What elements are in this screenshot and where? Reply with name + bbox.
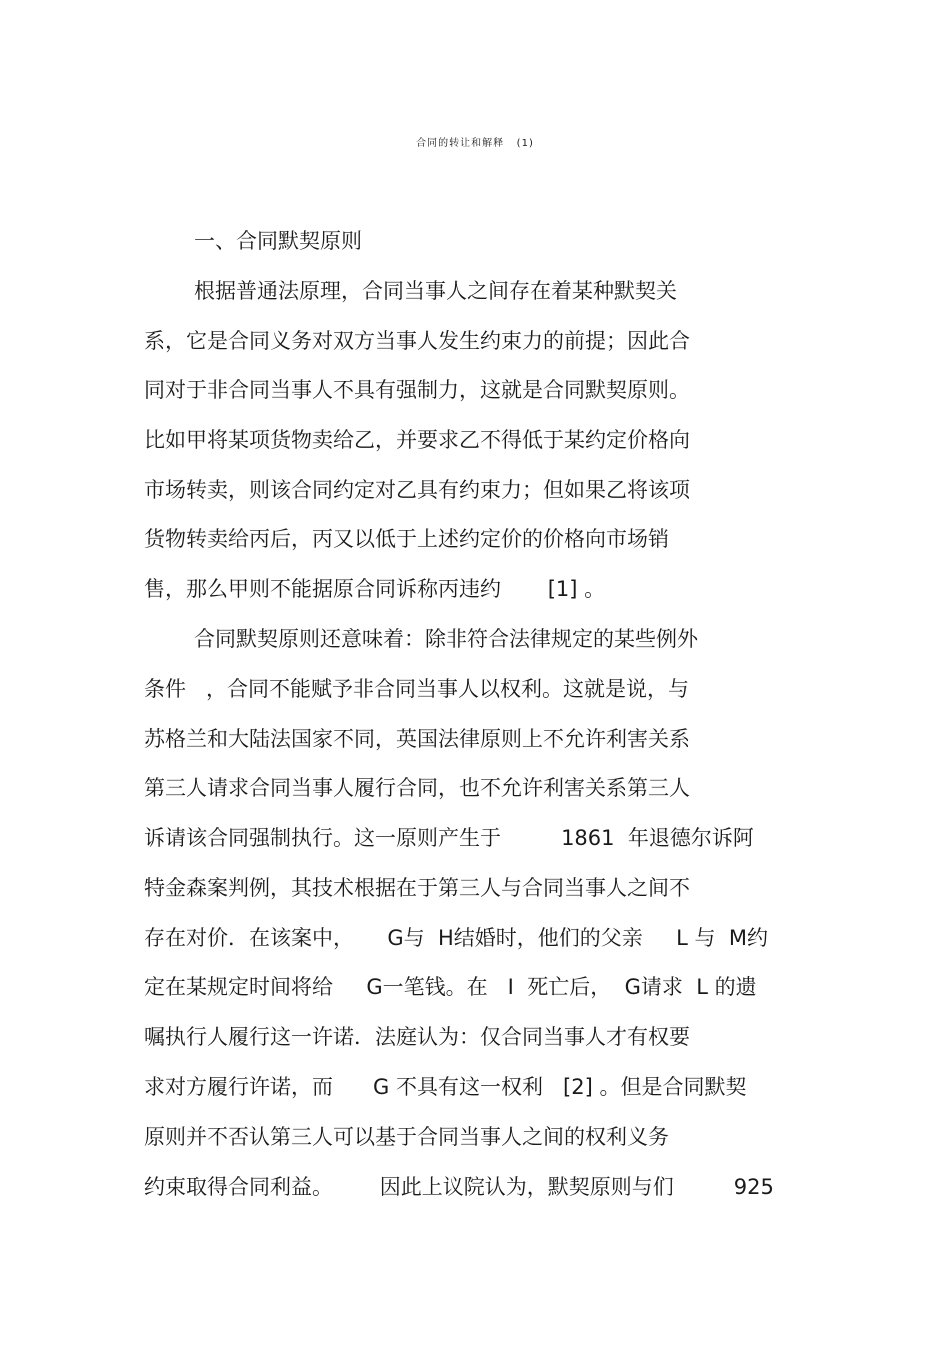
paragraph-line: 货物转卖给丙后，丙又以低于上述约定价的价格向市场销: [144, 527, 669, 551]
paragraph-line: 售，那么甲则不能据原合同诉称丙违约 [1] 。: [144, 577, 606, 601]
paragraph-line: 约束取得合同利益。 因此上议院认为，默契原则与们 925: [144, 1175, 774, 1199]
paragraph-line: 系，它是合同义务对双方当事人发生约束力的前提；因此合: [144, 329, 690, 353]
paragraph-line: 原则并不否认第三人可以基于合同当事人之间的权利义务: [144, 1125, 669, 1149]
paragraph-line: 嘱执行人履行这一许诺．法庭认为：仅合同当事人才有权要: [144, 1025, 690, 1049]
paragraph-line: 条件 ，合同不能赋予非合同当事人以权利。这就是说，与: [144, 677, 690, 701]
section-heading: 一、合同默契原则: [194, 229, 362, 253]
paragraph-line: 存在对价．在该案中， G与 H结婚时，他们的父亲 L 与 M约: [144, 926, 769, 950]
document-title: 合同的转让和解释 (1): [416, 138, 534, 149]
paragraph-line: 诉请该合同强制执行。这一原则产生于 1861 年退德尔诉阿: [144, 826, 754, 850]
paragraph-line: 第三人请求合同当事人履行合同，也不允许利害关系第三人: [144, 776, 690, 800]
paragraph-line: 合同默契原则还意味着：除非符合法律规定的某些例外: [194, 627, 698, 651]
paragraph-line: 根据普通法原理，合同当事人之间存在着某种默契关: [194, 279, 677, 303]
paragraph-line: 苏格兰和大陆法国家不同，英国法律原则上不允许利害关系: [144, 727, 690, 751]
paragraph-line: 定在某规定时间将给 G一笔钱。在 I 死亡后， G请求 L 的遗: [144, 975, 757, 999]
paragraph-line: 比如甲将某项货物卖给乙，并要求乙不得低于某约定价格向: [144, 428, 690, 452]
paragraph-line: 同对于非合同当事人不具有强制力，这就是合同默契原则。: [144, 378, 690, 402]
paragraph-line: 求对方履行许诺，而 G 不具有这一权利 [2] 。但是合同默契: [144, 1075, 747, 1099]
paragraph-line: 特金森案判例，其技术根据在于第三人与合同当事人之间不: [144, 876, 690, 900]
paragraph-line: 市场转卖，则该合同约定对乙具有约束力；但如果乙将该项: [144, 478, 690, 502]
